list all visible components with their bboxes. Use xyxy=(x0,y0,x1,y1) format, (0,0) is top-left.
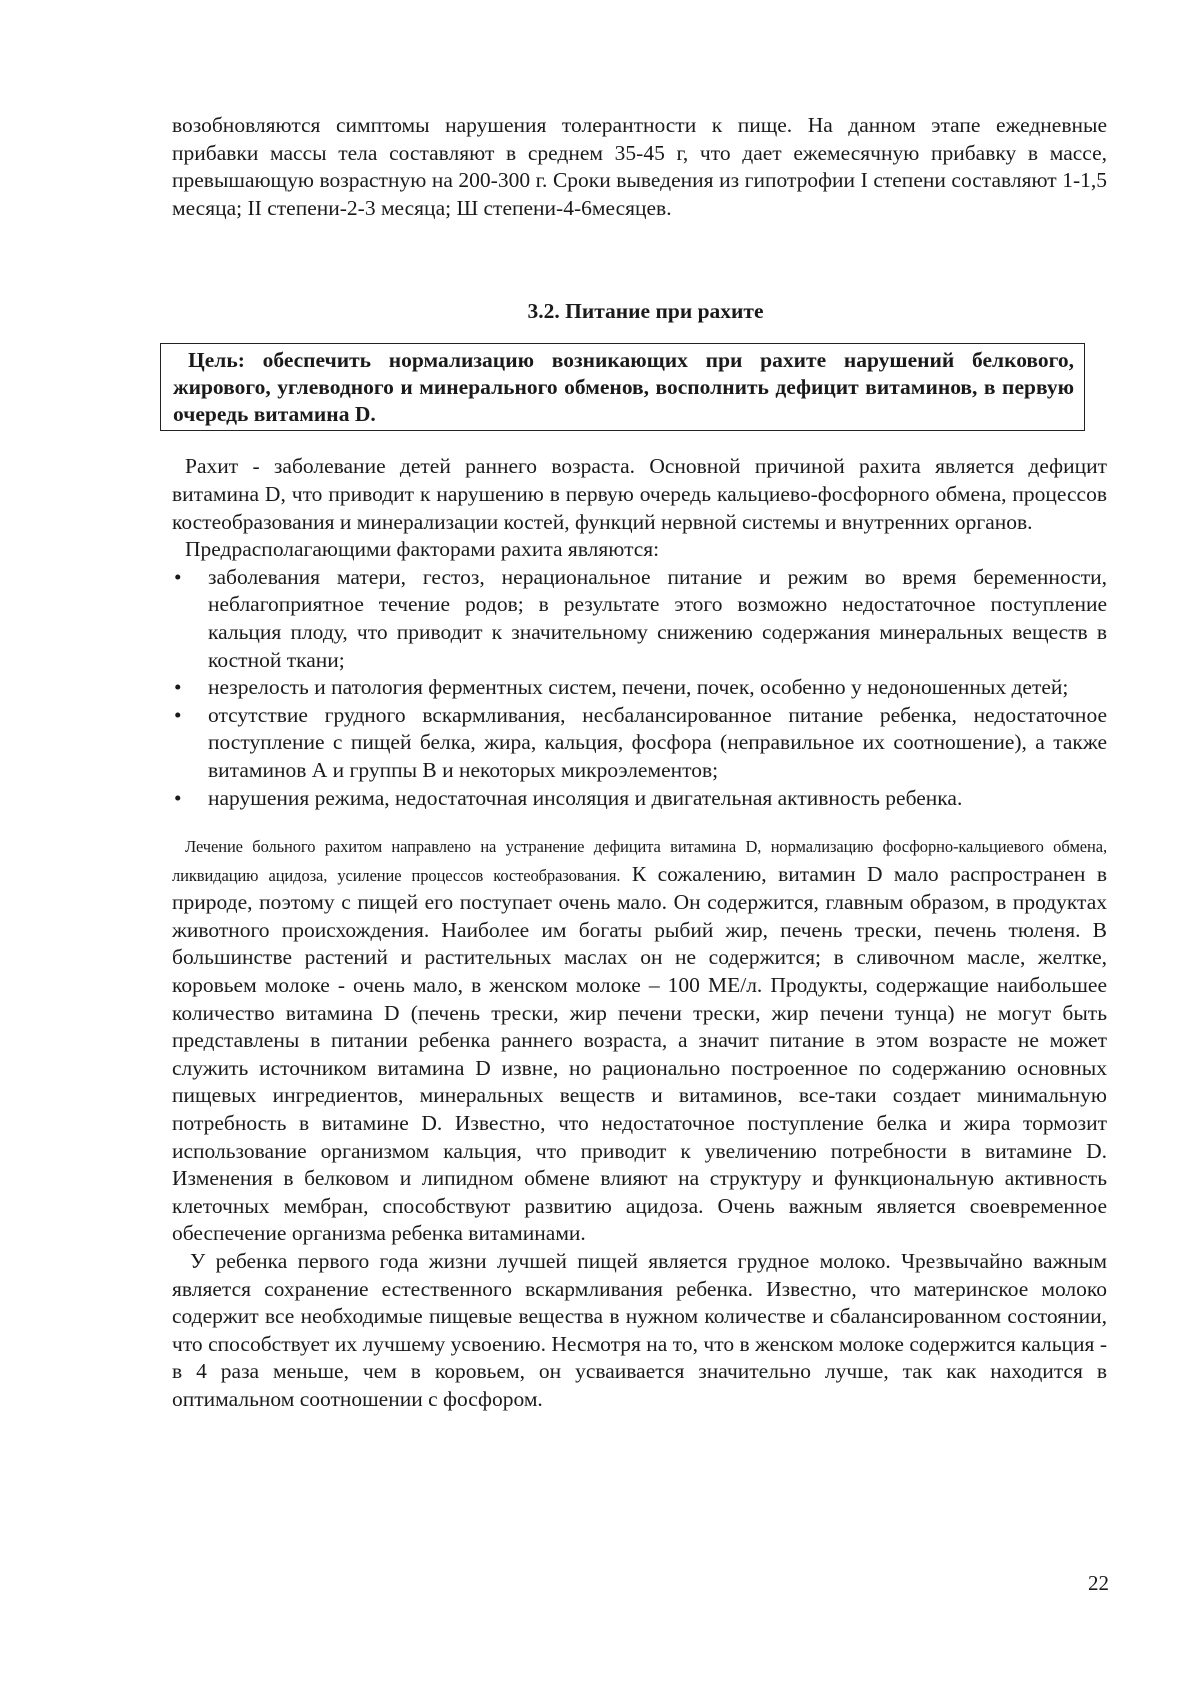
treatment-text: К сожалению, витамин D мало распространен в природе, поэтому с пищей его поступает очень мало. Он содержится, главным образом, в продуктах животного происхождения. Наиболее им богаты рыбий жир, печень трески, печень тюленя. В большинстве растений и растительных маслах он не содержится; в сливочном масле, желтке, коровьем молоке - очень мало, в женском молоке – 100 МЕ/л. Продукты, содержащие наибольшее количество витамина D (печень трески, жир печени трески, жир печени тунца) не могут быть представлены в питании ребенка раннего возраста, а значит питание в этом возрасте не может служить источником витамина D извне, но рационально построенное по содержанию основных пищевых ингредиентов, минеральных веществ и витаминов, все-таки создает минимальную потребность в витамине D. Известно, что недостаточное поступление белка и жира тормозит использование организмом кальция, что приводит к увеличению потребности в витамине D. Изменения в белковом и липидном обмене влияют на структуру и функциональную активность клеточных мембран, способствуют развитию ацидоза. Очень важным является своевременное обеспечение организма ребенка витаминами. xyxy=(172,861,1107,1246)
bullet-icon: • xyxy=(174,702,182,727)
bullet-icon: • xyxy=(174,785,182,810)
treatment-small-text: Лечение больного рахитом направлено на устранение дефицита витамина D, нормализацию фосфорно-кальциевого обмена, ликвидацию ацидоза, усиление процессов костеобразования. xyxy=(172,837,1107,885)
page-content xyxy=(172,112,1107,1414)
factors-list xyxy=(172,564,1107,812)
goal-box xyxy=(160,343,1085,431)
section-title: 3.2. Питание при рахите xyxy=(527,299,764,324)
intro-paragraph: возобновляются симптомы нарушения толерантности к пище. На данном этапе ежедневные прибавки массы тела составляют в среднем 35-45 г, что дает ежемесячную прибавку в массе, превышающую возрастную на 200-300 г. Сроки выведения из гипотрофии I степени составляют 1-1,5 месяца; II степени-2-3 месяца; Ш степени-4-6месяцев. xyxy=(172,113,1107,220)
goal-text: Цель: обеспечить нормализацию возникающих при рахите нарушений белкового, жирового, углеводного и минерального обменов, восполнить дефицит витаминов, в первую очередь витамина D. xyxy=(173,348,1074,427)
rickets-definition: Рахит - заболевание детей раннего возраста. Основной причиной рахита является дефицит витамина D, что приводит к нарушению в первую очередь кальциево-фосфорного обмена, процессов костеобразования и минерализации костей, функций нервной системы и внутренних органов. xyxy=(172,454,1107,534)
list-item: • заболевания матери, гестоз, нерациональное питание и режим во время беременности, неблагоприятное течение родов; в результате этого возможно недостаточное поступление кальция плоду, что приводит к значительному снижению содержания минеральных веществ в костной ткани; xyxy=(174,564,1107,672)
treatment-paragraph xyxy=(172,832,1107,1248)
bullet-icon: • xyxy=(174,564,182,589)
page-number: 22 xyxy=(1088,1571,1109,1595)
breastfeeding-paragraph: У ребенка первого года жизни лучшей пищей является грудное молоко. Чрезвычайно важным является сохранение естественного вскармливания ребенка. Известно, что материнское молоко содержит все необходимые пищевые вещества в нужном количестве и сбалансированном состоянии, что способствует их лучшему усвоению. Несмотря на то, что в женском молоке содержится кальция - в 4 раза меньше, чем в коровьем, он усваивается значительно лучше, так как находится в оптимальном соотношении с фосфором. xyxy=(172,1249,1107,1411)
rickets-section xyxy=(172,453,1107,812)
bullet-icon: • xyxy=(174,675,182,700)
factors-intro: Предрасполагающими факторами рахита являются: xyxy=(185,537,660,562)
list-item: • незрелость и патология ферментных систем, печени, почек, особенно у недоношенных детей; xyxy=(172,674,1107,702)
list-item: • нарушения режима, недостаточная инсоляция и двигательная активность ребенка. xyxy=(172,785,1107,813)
list-item: • отсутствие грудного вскармливания, несбалансированное питание ребенка, недостаточное поступление с пищей белка, жира, кальция, фосфора (неправильное их соотношение), а также витаминов А и группы В и некоторых микроэлементов; xyxy=(174,702,1107,782)
